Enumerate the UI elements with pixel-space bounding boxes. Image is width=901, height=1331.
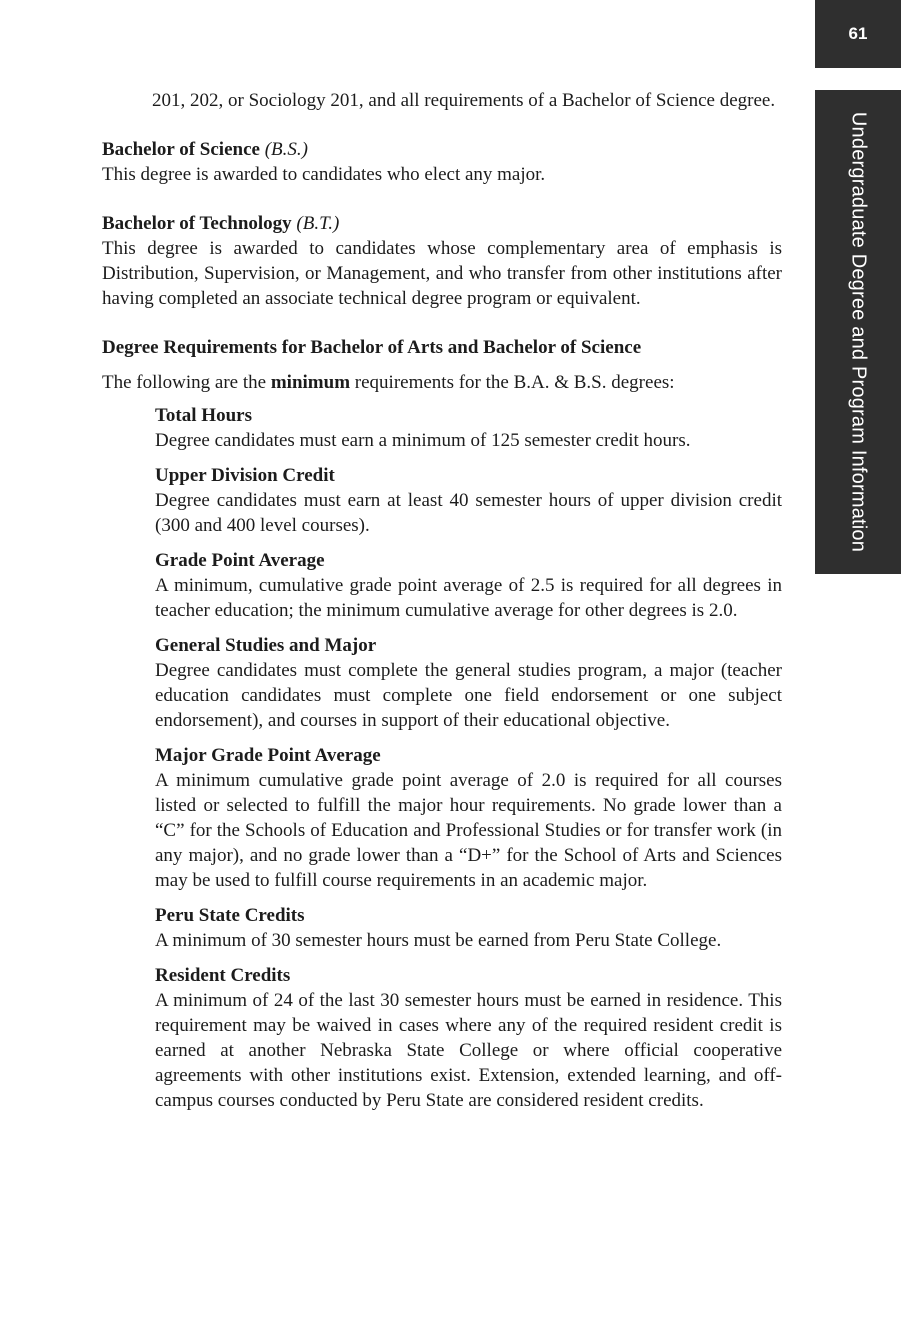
req-major-gpa: [155, 743, 782, 893]
req-gpa: [155, 548, 782, 623]
section-tab-label: Undergraduate Degree and Program Information: [847, 111, 870, 553]
degree-bs-title: Bachelor of Science: [102, 139, 260, 160]
req-peru-state-credits: [155, 903, 782, 953]
degree-bt-heading: [102, 211, 782, 236]
req-major-gpa-title: Major Grade Point Average: [155, 745, 381, 766]
req-upper-division: [155, 463, 782, 538]
degree-bs: [102, 137, 782, 187]
req-peru-state-credits-title: Peru State Credits: [155, 905, 305, 926]
req-resident-credits-text: A minimum of 24 of the last 30 semester hours must be earned in residence. This requirement may be waived in cases where any of the required resident credit is earned at another Nebraska State College or where official cooperative agreements with other institutions exist. Extension, extended learning, and off-campus courses conducted by Peru State are considered resident credits.: [155, 990, 782, 1111]
req-total-hours-title: Total Hours: [155, 405, 252, 426]
section-tab: [815, 90, 901, 574]
req-general-studies-title: General Studies and Major: [155, 635, 377, 656]
requirements-intro: [102, 370, 782, 395]
req-gpa-text: A minimum, cumulative grade point average of 2.5 is required for all degrees in teacher education; the minimum cumulative average for other degrees is 2.0.: [155, 575, 782, 621]
degree-bt-text: This degree is awarded to candidates whose complementary area of emphasis is Distribution, Supervision, or Management, and who transfer from other institutions after having completed an associate technical degree program or equivalent.: [102, 238, 782, 309]
req-resident-credits: [155, 963, 782, 1113]
requirements-heading: Degree Requirements for Bachelor of Arts and Bachelor of Science: [102, 337, 642, 358]
degree-bt-title: Bachelor of Technology: [102, 213, 292, 234]
req-gpa-title: Grade Point Average: [155, 550, 325, 571]
req-upper-division-text: Degree candidates must earn at least 40 semester hours of upper division credit (300 and 400 level courses).: [155, 490, 782, 536]
requirements-intro-after: requirements for the B.A. & B.S. degrees:: [350, 372, 675, 393]
req-general-studies: [155, 633, 782, 733]
requirements-intro-before: The following are the: [102, 372, 271, 393]
intro-continuation: 201, 202, or Sociology 201, and all requirements of a Bachelor of Science degree.: [152, 90, 776, 111]
degree-bs-abbr: (B.S.): [264, 139, 308, 160]
req-upper-division-title: Upper Division Credit: [155, 465, 335, 486]
page-number: 61: [815, 0, 901, 68]
degree-bs-heading: [102, 137, 782, 162]
req-resident-credits-title: Resident Credits: [155, 965, 291, 986]
req-total-hours-text: Degree candidates must earn a minimum of 125 semester credit hours.: [155, 430, 691, 451]
degree-bt-abbr: (B.T.): [296, 213, 340, 234]
req-total-hours: [155, 403, 782, 453]
page-content: [102, 88, 782, 1113]
degree-bs-text: This degree is awarded to candidates who elect any major.: [102, 164, 546, 185]
req-major-gpa-text: A minimum cumulative grade point average of 2.0 is required for all courses listed or selected to fulfill the major hour requirements. No grade lower than a “C” for the Schools of Education and Professional Studies or for transfer work (in any major), and no grade lower than a “D+” for the School of Arts and Sciences may be used to fulfill course requirements in an academic major.: [155, 770, 782, 891]
req-general-studies-text: Degree candidates must complete the general studies program, a major (teacher education candidates must complete one field endorsement or one subject endorsement), and courses in support of their educational objective.: [155, 660, 782, 731]
degree-bt: [102, 211, 782, 311]
requirements-intro-bold: minimum: [270, 372, 351, 393]
req-peru-state-credits-text: A minimum of 30 semester hours must be earned from Peru State College.: [155, 930, 722, 951]
